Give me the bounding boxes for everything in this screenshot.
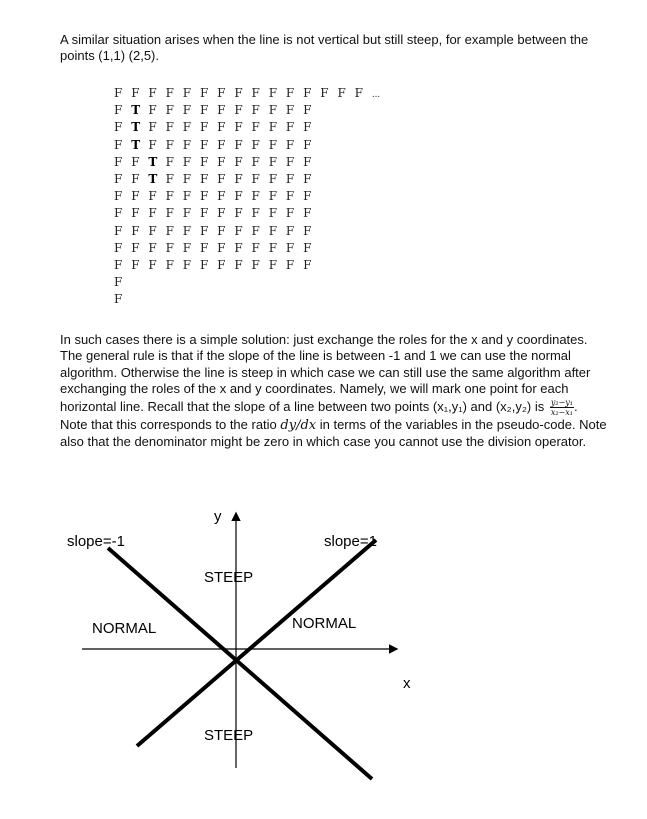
slope-denominator: x₂−x₁ xyxy=(550,407,573,417)
body-text-1: In such cases there is a simple solution: just exchange the roles for the x and y coordinates. The general rule is that if the slope of the line is between -1 and 1 we can use the normal algorithm. Otherwise the line is steep in which case we can still use the same algorithm after exchanging the roles of the x and y coordinates. Namely, we will mark one point for each horizontal line. Recall that the slope of a line between two points (x₁,y₁) and (x₂,y₂) is xyxy=(60,332,591,414)
grid-cell-false: F xyxy=(165,206,174,221)
grid-cell-false: F xyxy=(148,240,157,255)
grid-cell-false: F xyxy=(217,86,226,100)
grid-cell-false: F xyxy=(234,137,243,152)
grid-cell-true: T xyxy=(131,120,141,135)
grid-cell-false: F xyxy=(199,137,209,152)
grid-cell-true: T xyxy=(131,137,141,152)
grid-cell-false: F xyxy=(217,240,226,255)
grid-cell-false: F xyxy=(234,240,243,255)
grid-cell-false: F xyxy=(251,257,260,272)
slope-pos-label: slope=1 xyxy=(324,533,377,550)
grid-cell-false: F xyxy=(182,154,192,169)
grid-cell-false: F xyxy=(303,223,312,238)
grid-cell-false: F xyxy=(251,189,260,204)
grid-cell-false: F xyxy=(114,206,123,221)
grid-cell-false: F xyxy=(268,171,278,186)
grid-cell-false: F xyxy=(114,257,123,272)
grid-cell-false: F xyxy=(303,257,312,272)
grid-cell-false: F xyxy=(251,137,260,152)
grid-cell-false: F xyxy=(217,171,226,186)
grid-cell-false: F xyxy=(182,257,192,272)
grid-cell-false: F xyxy=(268,257,278,272)
slope-neg-label: slope=-1 xyxy=(67,533,125,550)
grid-cell-false: F xyxy=(251,240,260,255)
grid-cell-false: F xyxy=(268,154,278,169)
grid-cell-false: F xyxy=(234,86,243,100)
grid-cell-false: F xyxy=(131,171,140,186)
grid-cell-false: F xyxy=(303,120,312,135)
grid-cell-false: F xyxy=(303,189,312,204)
grid-cell-false: F xyxy=(165,154,174,169)
grid-cell-false: F xyxy=(199,171,209,186)
grid-cell-false: F xyxy=(234,257,243,272)
grid-cell-false: F xyxy=(217,137,226,152)
grid-cell-false: F xyxy=(268,86,278,100)
grid-cell-false: F xyxy=(199,86,209,100)
grid-cell-false: F xyxy=(182,120,192,135)
grid-cell-false: F xyxy=(268,137,278,152)
normal-right-label: NORMAL xyxy=(292,615,357,632)
grid-cell-false: F xyxy=(148,257,157,272)
grid-ellipsis: ... xyxy=(371,89,381,100)
steep-bottom-label: STEEP xyxy=(204,727,254,744)
grid-cell-false: F xyxy=(234,171,243,186)
grid-cell-false: F xyxy=(131,257,140,272)
grid-cell-false: F xyxy=(303,103,312,118)
slope-numerator: y₂−y₁ xyxy=(550,397,573,407)
grid-cell-false: F xyxy=(182,240,192,255)
y-axis-label: y xyxy=(214,508,222,525)
grid-cell-false: F xyxy=(251,171,260,186)
grid-cell-false: F xyxy=(199,154,209,169)
grid-cell-false: F xyxy=(114,171,123,186)
grid-cell-false: F xyxy=(148,189,157,204)
grid-cell-false: F xyxy=(285,103,295,118)
grid-cell-false: F xyxy=(320,86,329,100)
grid-cell-false: F xyxy=(251,206,260,221)
grid-cell-false: F xyxy=(251,223,260,238)
grid-cell-false: F xyxy=(165,223,174,238)
normal-left-label: NORMAL xyxy=(92,620,157,637)
grid-cell-false: F xyxy=(303,171,312,186)
grid-cell-false: F xyxy=(114,275,123,290)
grid-cell-false: F xyxy=(303,137,312,152)
grid-cell-false: F xyxy=(182,171,192,186)
grid-cell-false: F xyxy=(182,206,192,221)
grid-cell-false: F xyxy=(182,137,192,152)
grid-cell-false: F xyxy=(114,240,123,255)
grid-cell-false: F xyxy=(217,223,226,238)
grid-cell-false: F xyxy=(217,120,226,135)
grid-cell-false: F xyxy=(354,86,363,100)
intro-paragraph: A similar situation arises when the line is not vertical but still steep, for example between the points (1,1) (2,5). xyxy=(60,32,589,64)
grid-cell-false: F xyxy=(131,223,140,238)
grid-cell-false: F xyxy=(303,206,312,221)
grid-cell-false: F xyxy=(234,103,243,118)
grid-cell-false: F xyxy=(285,154,295,169)
grid-cell-false: F xyxy=(268,240,278,255)
grid-cell-false: F xyxy=(165,171,174,186)
grid-cell-false: F xyxy=(182,103,192,118)
grid-cell-false: F xyxy=(268,120,278,135)
grid-cell-false: F xyxy=(114,223,123,238)
grid-cell-false: F xyxy=(285,189,295,204)
grid-cell-false: F xyxy=(148,120,157,135)
grid-cell-false: F xyxy=(114,189,123,204)
grid-cell-false: F xyxy=(165,257,174,272)
grid-cell-false: F xyxy=(199,257,209,272)
grid-cell-false: F xyxy=(285,120,295,135)
grid-cell-false: F xyxy=(217,103,226,118)
grid-cell-false: F xyxy=(268,189,278,204)
grid-cell-false: F xyxy=(114,103,123,118)
grid-cell-false: F xyxy=(251,120,260,135)
grid-cell-false: F xyxy=(165,189,174,204)
grid-cell-false: F xyxy=(131,154,140,169)
grid-cell-false: F xyxy=(199,206,209,221)
grid-cell-false: F xyxy=(148,103,157,118)
grid-cell-false: F xyxy=(165,240,174,255)
grid-cell-false: F xyxy=(303,154,312,169)
grid-cell-false: F xyxy=(234,223,243,238)
body-text-2: . Note that this corresponds to the ratio xyxy=(60,398,578,432)
grid-cell-false: F xyxy=(217,189,226,204)
grid-cell-false: F xyxy=(131,206,140,221)
grid-cell-false: F xyxy=(285,240,295,255)
grid-cell-true: T xyxy=(131,103,141,118)
grid-cell-false: F xyxy=(199,223,209,238)
grid-cell-false: F xyxy=(285,206,295,221)
grid-cell-false: F xyxy=(148,223,157,238)
grid-cell-false: F xyxy=(337,86,346,100)
grid-cell-false: F xyxy=(114,154,123,169)
grid-cell-false: F xyxy=(165,120,174,135)
grid-cell-false: F xyxy=(148,137,157,152)
grid-cell-false: F xyxy=(182,86,192,100)
x-axis-label: x xyxy=(403,675,411,692)
grid-cell-false: F xyxy=(182,189,192,204)
grid-cell-false: F xyxy=(131,189,140,204)
grid-cell-false: F xyxy=(114,292,123,307)
grid-cell-false: F xyxy=(251,103,260,118)
grid-cell-false: F xyxy=(217,154,226,169)
grid-cell-false: F xyxy=(182,223,192,238)
grid-cell-false: F xyxy=(114,120,123,135)
grid-cell-false: F xyxy=(251,86,260,100)
grid-cell-false: F xyxy=(303,240,312,255)
grid-cell-false: F xyxy=(285,257,295,272)
grid-cell-false: F xyxy=(131,240,140,255)
grid-cell-false: F xyxy=(165,103,174,118)
grid-cell-false: F xyxy=(285,171,295,186)
grid-cell-false: F xyxy=(234,189,243,204)
grid-cell-false: F xyxy=(285,223,295,238)
grid-cell-false: F xyxy=(199,103,209,118)
grid-cell-false: F xyxy=(303,86,312,100)
slope-pos-line xyxy=(137,540,376,746)
grid-cell-false: F xyxy=(217,257,226,272)
grid-cell-true: T xyxy=(148,171,158,186)
grid-cell-false: F xyxy=(251,154,260,169)
grid-cell-false: F xyxy=(165,86,174,100)
body-text-3: in terms of the variables in the pseudo-code. Note also that the denominator might be zero in which case you cannot use the division operator. xyxy=(60,416,607,450)
grid-cell-false: F xyxy=(234,120,243,135)
grid-cell-false: F xyxy=(285,137,295,152)
grid-cell-false: F xyxy=(199,189,209,204)
grid-cell-false: F xyxy=(285,86,295,100)
grid-cell-false: F xyxy=(114,86,123,100)
grid-cell-false: F xyxy=(268,206,278,221)
grid-cell-false: F xyxy=(199,240,209,255)
grid-cell-false: F xyxy=(199,120,209,135)
ratio-expression: dy/dx xyxy=(280,417,317,433)
grid-cell-false: F xyxy=(268,223,278,238)
grid-cell-false: F xyxy=(165,137,174,152)
grid-cell-false: F xyxy=(114,137,123,152)
grid-cell-false: F xyxy=(148,206,157,221)
grid-cell-false: F xyxy=(234,154,243,169)
grid-cell-false: F xyxy=(148,86,157,100)
grid-cell-false: F xyxy=(131,86,140,100)
grid-cell-false: F xyxy=(234,206,243,221)
steep-top-label: STEEP xyxy=(204,569,254,586)
grid-cell-true: T xyxy=(148,154,158,169)
grid-cell-false: F xyxy=(217,206,226,221)
grid-cell-false: F xyxy=(268,103,278,118)
